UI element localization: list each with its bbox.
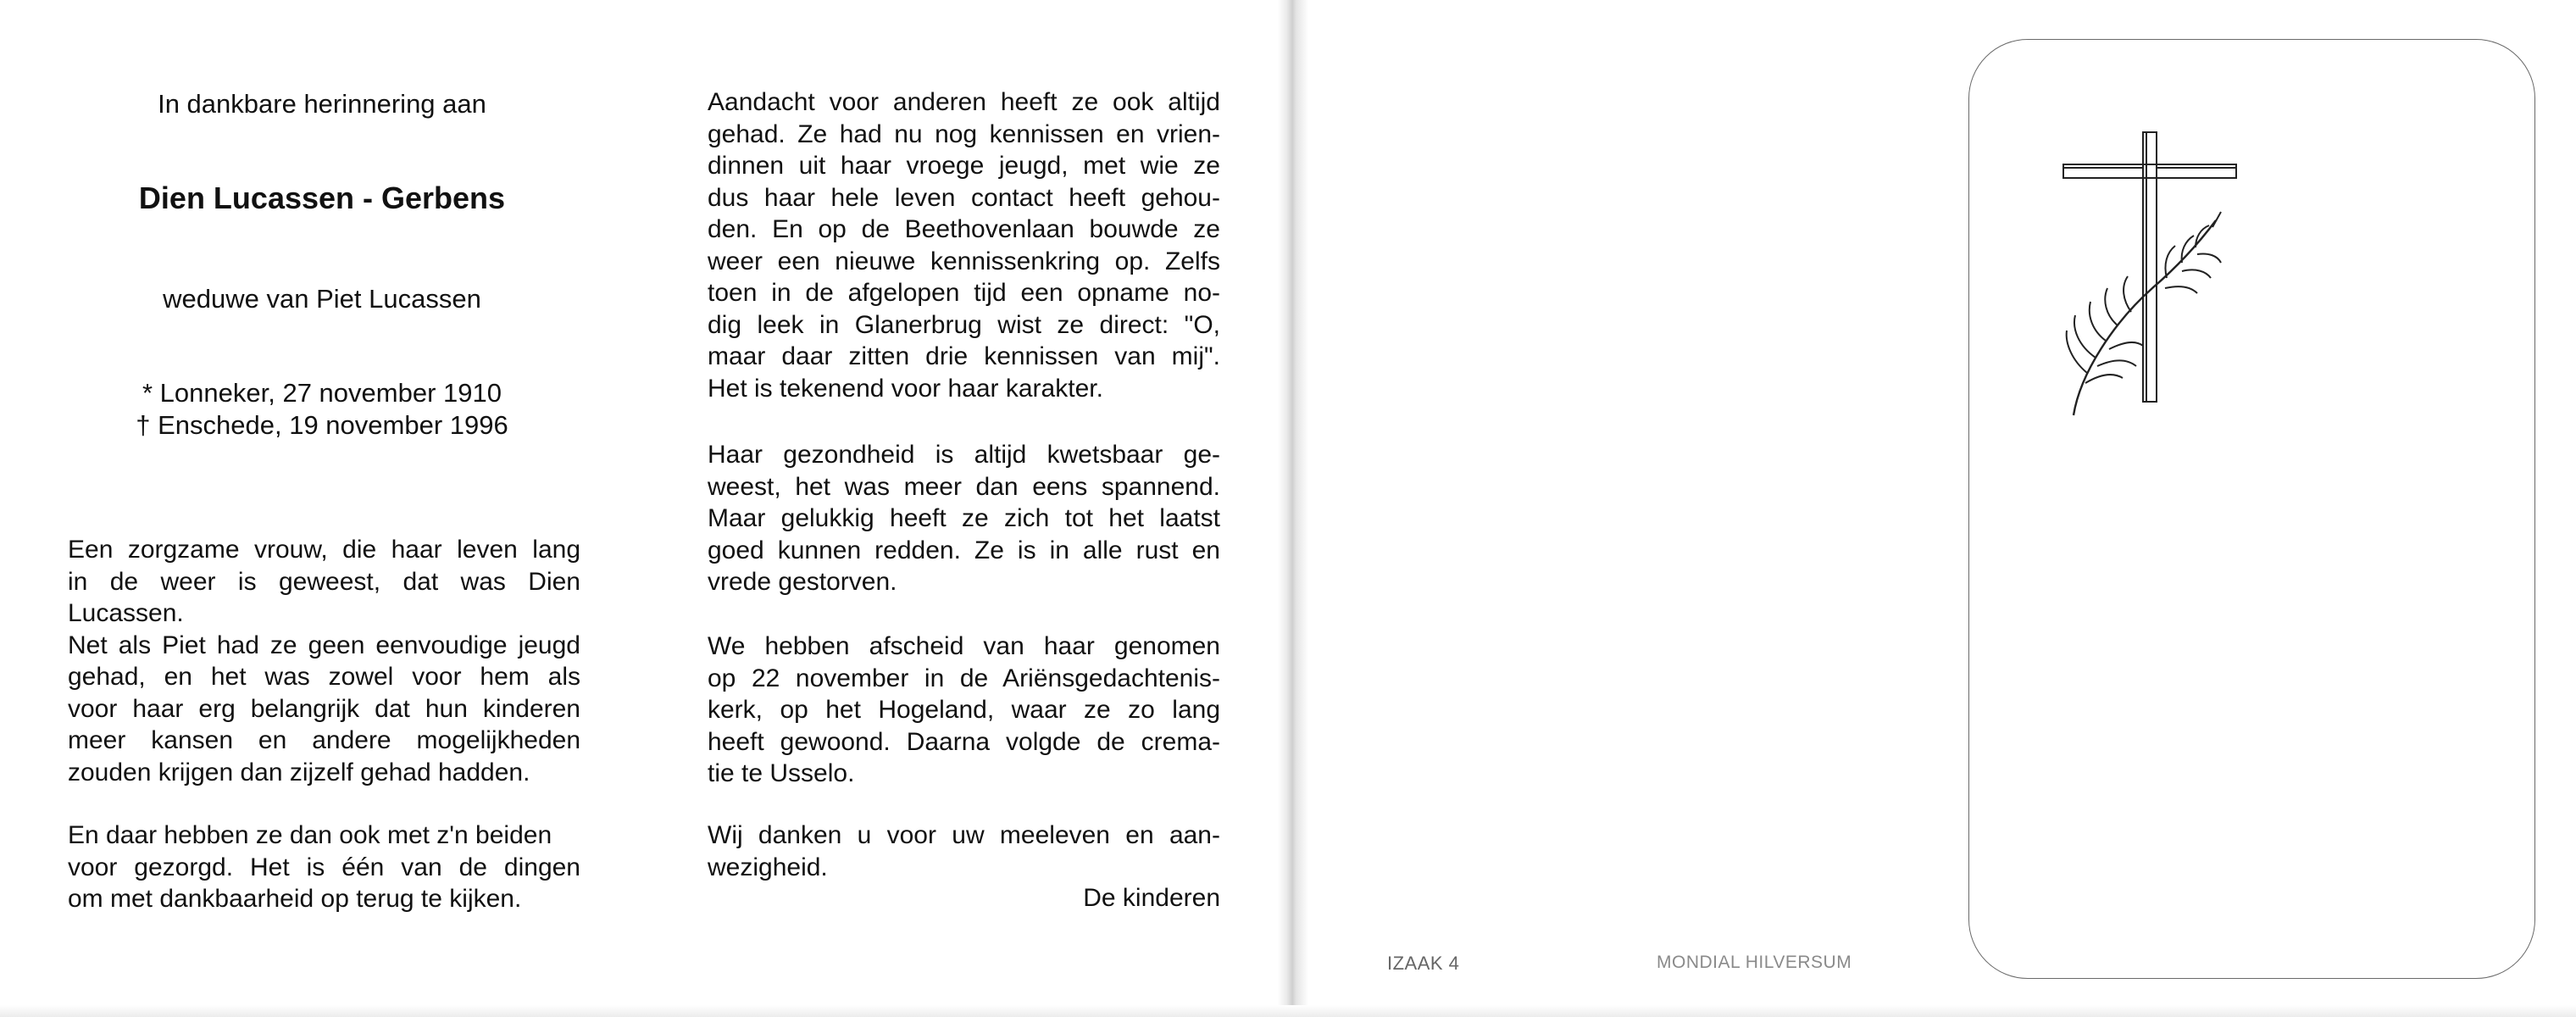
paper-edge [0, 1005, 2576, 1017]
imprint-printer: MONDIAL HILVERSUM [1657, 953, 1852, 972]
text-line: gehad. Ze had nu nog kennissen en vrien- [708, 119, 1220, 148]
cross-with-palm-branch-icon [2055, 119, 2250, 424]
death-line: † Enschede, 19 november 1996 [136, 410, 508, 440]
text-line: Maar gelukkig heeft ze zich tot het laatst [708, 504, 1220, 532]
intro-text: In dankbare herinnering aan [158, 89, 486, 119]
text-line: toen in de afgelopen tijd een opname no- [708, 279, 1220, 307]
right-paragraph-3 [708, 631, 1220, 790]
text-line: op 22 november in de Ariënsgedachtenis- [708, 664, 1220, 692]
text-line: in de weer is geweest, dat was Dien [68, 567, 580, 596]
text-line: wezigheid. [708, 853, 828, 881]
left-paragraph-1 [68, 534, 580, 788]
text-line: We hebben afscheid van haar genomen [708, 632, 1220, 660]
text-line: Het is tekenend voor haar karakter. [708, 374, 1103, 403]
text-line: meer kansen en andere mogelijkheden [68, 726, 580, 754]
text-line: goed kunnen redden. Ze is in alle rust en [708, 536, 1220, 564]
text-line: voor gezorgd. Het is één van de dingen [68, 853, 580, 881]
text-line: weer een nieuwe kennissenkring op. Zelfs [708, 247, 1220, 275]
text-line: den. En op de Beethovenlaan bouwde ze [708, 215, 1220, 243]
text-line: weest, het was meer dan eens spannend. [708, 472, 1220, 501]
text-line: kerk, op het Hogeland, waar ze zo lang [708, 696, 1220, 724]
text-line: Haar gezondheid is altijd kwetsbaar ge- [708, 441, 1220, 469]
text-line: Aandacht voor anderen heeft ze ook altijd [708, 88, 1220, 116]
text-line: gehad, en het was zowel voor hem als [68, 663, 580, 691]
widow-line: weduwe van Piet Lucassen [163, 284, 481, 314]
imprint-code: IZAAK 4 [1387, 953, 1460, 974]
text-line: om met dankbaarheid op terug te kijken. [68, 885, 522, 913]
right-paragraph-2 [708, 439, 1220, 598]
text-line: Wij danken u voor uw meeleven en aan- [708, 821, 1220, 849]
birth-line: * Lonneker, 27 november 1910 [142, 378, 502, 408]
text-line: dig leek in Glanerbrug wist ze direct: "O, [708, 310, 1220, 339]
text-line: dus haar hele leven contact heeft gehou- [708, 183, 1220, 212]
right-paragraph-4 [708, 820, 1220, 883]
signature: De kinderen [1083, 884, 1220, 912]
text-line: zouden krijgen dan zijzelf gehad hadden. [68, 758, 530, 786]
text-line: tie te Usselo. [708, 759, 855, 787]
card-fold [1278, 0, 1308, 1017]
text-line: Een zorgzame vrouw, die haar leven lang [68, 536, 580, 564]
text-line: Lucassen. [68, 599, 184, 627]
text-line: dinnen uit haar vroege jeugd, met wie ze [708, 152, 1220, 180]
text-line: maar daar zitten drie kennissen van mij". [708, 342, 1220, 370]
text-line: voor haar erg belangrijk dat hun kinderen [68, 694, 580, 723]
text-line: vrede gestorven. [708, 568, 897, 596]
deceased-name: Dien Lucassen - Gerbens [138, 181, 506, 215]
right-paragraph-1 [708, 86, 1220, 404]
text-line: heeft gewoond. Daarna volgde de crema- [708, 727, 1220, 756]
left-paragraph-2 [68, 820, 580, 915]
life-dates [68, 377, 576, 442]
text-line: Net als Piet had ze geen eenvoudige jeugd [68, 631, 580, 659]
cover-frame [1968, 39, 2535, 979]
text-line: En daar hebben ze dan ook met z'n beiden [68, 821, 552, 849]
